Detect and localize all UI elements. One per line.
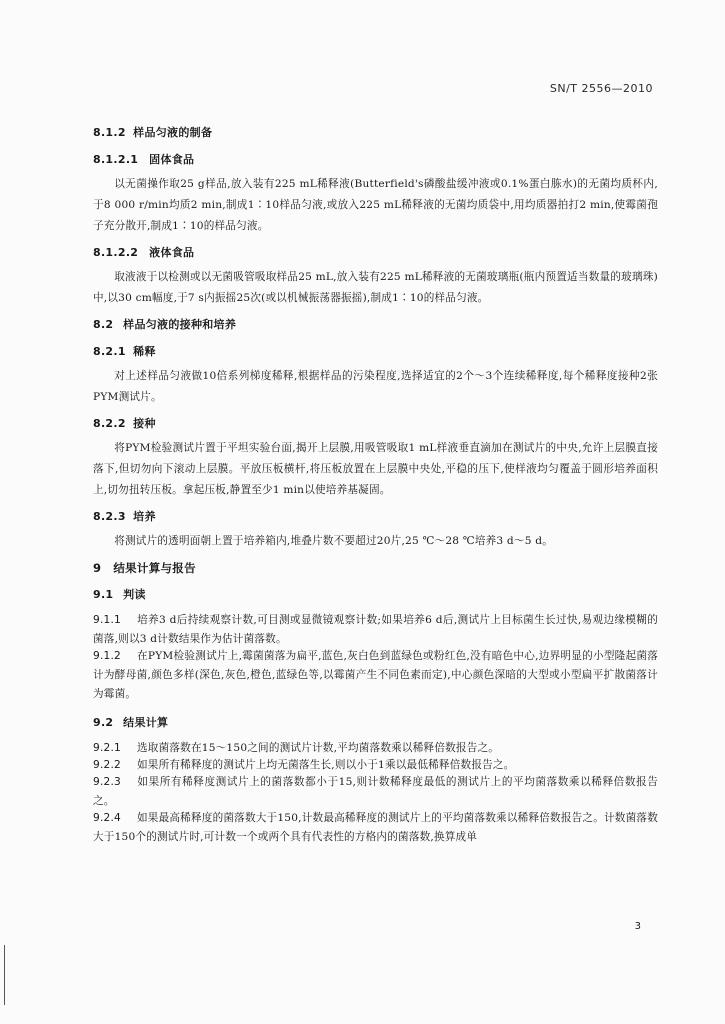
document-body [93, 126, 658, 849]
section-heading-8-2: 8.2 样品匀液的接种和培养 [93, 318, 237, 331]
section-heading-9-2: 9.2 结果计算 [93, 716, 169, 729]
standard-code: SN/T 2556—2010 [549, 82, 653, 95]
paragraph-incubation: 将测试片的透明面朝上置于培养箱内,堆叠片数不要超过20片,25 ℃～28 ℃培养3 d～5 d。 [114, 535, 553, 547]
paragraph-dilution: 对上述样品匀液做10倍系列梯度稀释,根据样品的污染程度,选择适宜的2个～3个连续稀释度,每个稀释度接种2张PYM测试片。 [93, 370, 658, 403]
section-heading-8-1-2-2: 8.1.2.2 液体食品 [93, 246, 195, 259]
scan-edge-mark [4, 945, 5, 1005]
section-heading-8-2-3: 8.2.3 培养 [93, 510, 156, 523]
paragraph-liquid-food: 取液液于以检测或以无菌吸管吸取样品25 mL,放入装有225 mL稀释液的无菌玻璃瓶(瓶内预置适当数量的玻璃珠)中,以30 cm幅度,于7 s内振摇25次(或以机械振荡器振摇),制成1∶10的样品匀液。 [93, 271, 658, 304]
section-heading-8-2-2: 8.2.2 接种 [93, 417, 156, 430]
section-heading-8-2-1: 8.2.1 稀释 [93, 345, 156, 358]
clause-9-1-2: 9.1.2 在PYM检验测试片上,霉菌菌落为扁平,蓝色,灰白色到蓝绿色或粉红色,没有暗色中心,边界明显的小型隆起菌落计为酵母菌,颜色多样(深色,灰色,橙色,蓝绿色等,以霉菌产生不同色素而定),中心颜色深暗的大型或小型扁平扩散菌落计为霉菌。 [93, 650, 658, 700]
page-number: 3 [634, 921, 641, 932]
section-heading-9: 9 结果计算与报告 [93, 561, 196, 575]
clause-9-2-3: 9.2.3 如果所有稀释度测试片上的菌落数都小于15,则计数稀释度最低的测试片上的平均菌落数乘以稀释倍数报告之。 [93, 776, 658, 807]
clause-9-1-1: 9.1.1 培养3 d后持续观察计数,可目测或显微镜观察计数;如果培养6 d后,测试片上目标菌生长过快,易观边缘模糊的菌落,则以3 d计数结果作为估计菌落数。 [93, 614, 658, 645]
paragraph-solid-food: 以无菌操作取25 g样品,放入装有225 mL稀释液(Butterfield's磷酸盐缓冲液或0.1%蛋白胨水)的无菌均质杯内,于8 000 r/min均质2 min,制成1∶10样品匀液,或放入225 mL稀释液的无菌均质袋中,用均质器拍打2 min,使霉菌孢子充分散开,制成1∶10的样品匀液。 [93, 178, 658, 232]
clause-9-2-4: 9.2.4 如果最高稀释度的菌落数大于150,计数最高稀释度的测试片上的平均菌落数乘以稀释倍数报告之。计数菌落数大于150个的测试片时,可计数一个或两个具有代表性的方格内的菌落数,换算成单 [93, 812, 658, 843]
section-heading-9-1: 9.1 判读 [93, 588, 146, 601]
clause-9-2-1: 9.2.1 选取菌落数在15～150之间的测试片计数,平均菌落数乘以稀释倍数报告之。 [93, 742, 500, 754]
section-heading-8-1-2-1: 8.1.2.1 固体食品 [93, 153, 195, 166]
section-heading-8-1-2: 8.1.2 样品匀液的制备 [93, 126, 213, 139]
paragraph-inoculation: 将PYM检验测试片置于平坦实验台面,揭开上层膜,用吸管吸取1 mL样液垂直滴加在测试片的中央,允许上层膜直接落下,但切勿向下滚动上层膜。平放压板横杆,将压板放置在上层膜中央处,平稳的压下,使样液均匀覆盖于圆形培养面积上,切勿扭转压板。拿起压板,静置至少1 min以使培养基凝固。 [93, 442, 658, 496]
clause-9-2-2: 9.2.2 如果所有稀释度的测试片上均无菌落生长,则以小于1乘以最低稀释倍数报告之。 [93, 759, 515, 771]
